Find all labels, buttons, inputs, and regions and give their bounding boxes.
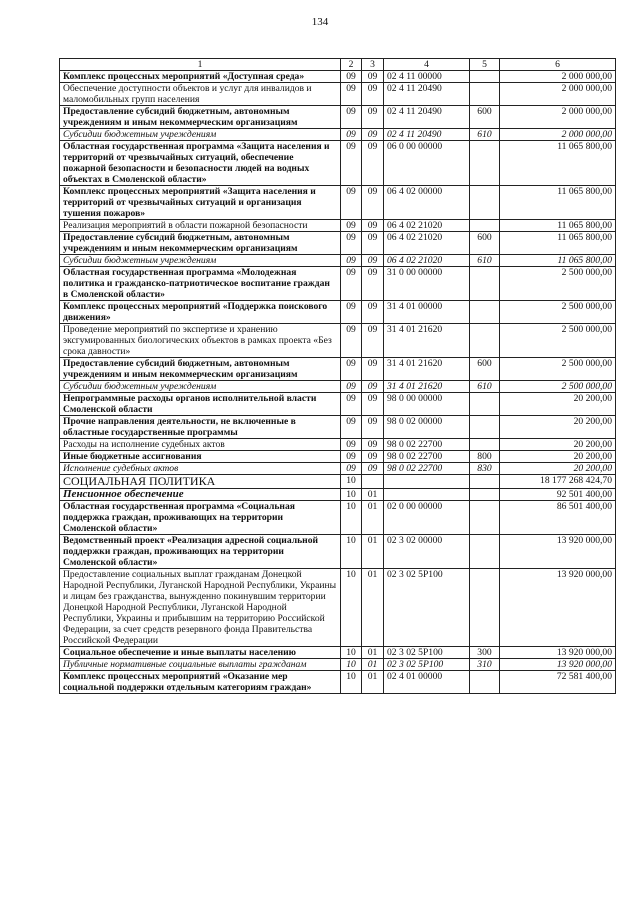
header-col-3: 3 xyxy=(362,59,384,71)
row-subsection-code: 01 xyxy=(362,647,384,659)
row-target-article: 02 3 02 00000 xyxy=(384,535,470,569)
row-name: Областная государственная программа «Социальная поддержка граждан, проживающих на территории Смоленской области» xyxy=(60,501,341,535)
row-subsection-code: 01 xyxy=(362,659,384,671)
row-expense-type xyxy=(470,489,500,501)
row-target-article: 02 0 00 00000 xyxy=(384,501,470,535)
row-amount: 20 200,00 xyxy=(500,439,616,451)
row-amount: 2 500 000,00 xyxy=(500,301,616,324)
row-subsection-code: 09 xyxy=(362,324,384,358)
row-amount: 2 000 000,00 xyxy=(500,83,616,106)
row-expense-type xyxy=(470,535,500,569)
row-amount: 92 501 400,00 xyxy=(500,489,616,501)
row-subsection-code: 01 xyxy=(362,501,384,535)
row-name: Областная государственная программа «Молодежная политика и гражданско-патриотическое воспитание граждан в Смоленской области» xyxy=(60,267,341,301)
row-name: Реализация мероприятий в области пожарной безопасности xyxy=(60,220,341,232)
row-name: Предоставление субсидий бюджетным, автономным учреждениям и иным некоммерческим организациям xyxy=(60,232,341,255)
row-amount: 2 500 000,00 xyxy=(500,358,616,381)
table-row xyxy=(60,220,616,232)
row-section-code: 10 xyxy=(341,475,362,489)
row-amount: 18 177 268 424,70 xyxy=(500,475,616,489)
row-subsection-code: 09 xyxy=(362,106,384,129)
row-target-article: 31 4 01 21620 xyxy=(384,358,470,381)
row-amount: 2 000 000,00 xyxy=(500,106,616,129)
row-subsection-code: 09 xyxy=(362,393,384,416)
row-section-code: 10 xyxy=(341,647,362,659)
row-expense-type: 610 xyxy=(470,381,500,393)
row-expense-type xyxy=(470,267,500,301)
row-subsection-code: 01 xyxy=(362,671,384,694)
table-row xyxy=(60,647,616,659)
row-name: Иные бюджетные ассигнования xyxy=(60,451,341,463)
row-target-article: 31 0 00 00000 xyxy=(384,267,470,301)
row-target-article: 98 0 02 22700 xyxy=(384,439,470,451)
row-expense-type: 600 xyxy=(470,232,500,255)
table-row xyxy=(60,475,616,489)
row-amount: 86 501 400,00 xyxy=(500,501,616,535)
table-row xyxy=(60,489,616,501)
row-subsection-code: 09 xyxy=(362,71,384,83)
row-target-article: 02 4 11 20490 xyxy=(384,106,470,129)
row-target-article: 06 4 02 00000 xyxy=(384,186,470,220)
row-section-code: 10 xyxy=(341,659,362,671)
table-row xyxy=(60,141,616,186)
row-section-code: 09 xyxy=(341,83,362,106)
row-amount: 20 200,00 xyxy=(500,463,616,475)
table-row xyxy=(60,83,616,106)
table-row xyxy=(60,232,616,255)
page-number: 134 xyxy=(311,16,329,28)
row-expense-type: 800 xyxy=(470,451,500,463)
row-expense-type xyxy=(470,416,500,439)
row-subsection-code: 09 xyxy=(362,439,384,451)
row-amount: 72 581 400,00 xyxy=(500,671,616,694)
row-target-article: 06 0 00 00000 xyxy=(384,141,470,186)
table-row xyxy=(60,671,616,694)
row-target-article: 02 3 02 5P100 xyxy=(384,659,470,671)
row-target-article: 02 4 01 00000 xyxy=(384,671,470,694)
row-name: Предоставление субсидий бюджетным, автономным учреждениям и иным некоммерческим организациям xyxy=(60,106,341,129)
row-subsection-code: 09 xyxy=(362,416,384,439)
row-section-code: 09 xyxy=(341,381,362,393)
row-section-code: 09 xyxy=(341,255,362,267)
row-name: Предоставление социальных выплат гражданам Донецкой Народной Республики, Луганской Народной Республики, Украины и лицам без гражданства, вынужденно покинувшим территории Донецкой Народной Республики, Луганской Народной Республики, Украины и прибывшим на территорию Российской Федерации, за счет средств резервного фонда Правительства Российской Федерации xyxy=(60,569,341,647)
row-target-article: 98 0 02 22700 xyxy=(384,463,470,475)
row-name: Публичные нормативные социальные выплаты гражданам xyxy=(60,659,341,671)
row-expense-type xyxy=(470,301,500,324)
table-row xyxy=(60,255,616,267)
row-name: Субсидии бюджетным учреждениям xyxy=(60,255,341,267)
row-name: Комплекс процессных мероприятий «Доступная среда» xyxy=(60,71,341,83)
row-subsection-code: 09 xyxy=(362,255,384,267)
row-name: Обеспечение доступности объектов и услуг для инвалидов и маломобильных групп населения xyxy=(60,83,341,106)
row-subsection-code: 09 xyxy=(362,141,384,186)
row-subsection-code: 09 xyxy=(362,451,384,463)
row-section-code: 09 xyxy=(341,71,362,83)
row-amount: 2 000 000,00 xyxy=(500,129,616,141)
row-target-article: 06 4 02 21020 xyxy=(384,232,470,255)
row-expense-type: 610 xyxy=(470,129,500,141)
row-name: Прочие направления деятельности, не включенные в областные государственные программы xyxy=(60,416,341,439)
table-row xyxy=(60,463,616,475)
row-subsection-code: 09 xyxy=(362,381,384,393)
row-section-code: 09 xyxy=(341,186,362,220)
row-expense-type xyxy=(470,83,500,106)
row-section-code: 09 xyxy=(341,301,362,324)
row-subsection-code: 09 xyxy=(362,186,384,220)
header-col-5: 5 xyxy=(470,59,500,71)
table-row xyxy=(60,71,616,83)
row-section-code: 09 xyxy=(341,141,362,186)
row-target-article: 02 4 11 20490 xyxy=(384,129,470,141)
row-subsection-code: 09 xyxy=(362,358,384,381)
row-expense-type: 600 xyxy=(470,106,500,129)
row-target-article: 98 0 00 00000 xyxy=(384,393,470,416)
row-expense-type: 830 xyxy=(470,463,500,475)
table-row xyxy=(60,439,616,451)
row-expense-type xyxy=(470,475,500,489)
table-row xyxy=(60,535,616,569)
row-section-code: 09 xyxy=(341,451,362,463)
table-row xyxy=(60,301,616,324)
row-amount: 11 065 800,00 xyxy=(500,220,616,232)
row-name: Расходы на исполнение судебных актов xyxy=(60,439,341,451)
row-expense-type xyxy=(470,141,500,186)
row-section-code: 09 xyxy=(341,267,362,301)
row-section-code: 09 xyxy=(341,463,362,475)
row-target-article: 98 0 02 22700 xyxy=(384,451,470,463)
row-section-code: 09 xyxy=(341,106,362,129)
row-expense-type xyxy=(470,324,500,358)
row-name: Областная государственная программа «Защита населения и территорий от чрезвычайных ситуаций, обеспечение пожарной безопасности и безопасности людей на водных объектах в Смоленской области» xyxy=(60,141,341,186)
row-name: Субсидии бюджетным учреждениям xyxy=(60,381,341,393)
table-row xyxy=(60,324,616,358)
header-col-2: 2 xyxy=(341,59,362,71)
row-subsection-code xyxy=(362,475,384,489)
row-section-code: 09 xyxy=(341,324,362,358)
row-expense-type xyxy=(470,569,500,647)
row-amount: 11 065 800,00 xyxy=(500,255,616,267)
row-amount: 20 200,00 xyxy=(500,393,616,416)
header-col-4: 4 xyxy=(384,59,470,71)
row-name: Комплекс процессных мероприятий «Поддержка поискового движения» xyxy=(60,301,341,324)
row-subsection-code: 09 xyxy=(362,267,384,301)
row-target-article: 06 4 02 21020 xyxy=(384,220,470,232)
row-amount: 2 500 000,00 xyxy=(500,324,616,358)
row-section-code: 09 xyxy=(341,129,362,141)
row-section-code: 10 xyxy=(341,569,362,647)
row-name: Комплекс процессных мероприятий «Оказание мер социальной поддержки отдельным категориям граждан» xyxy=(60,671,341,694)
row-expense-type: 600 xyxy=(470,358,500,381)
row-section-code: 09 xyxy=(341,232,362,255)
row-target-article: 02 3 02 5P100 xyxy=(384,569,470,647)
row-subsection-code: 09 xyxy=(362,129,384,141)
row-name: СОЦИАЛЬНАЯ ПОЛИТИКА xyxy=(60,475,341,489)
table-row xyxy=(60,129,616,141)
table-row xyxy=(60,451,616,463)
row-name: Комплекс процессных мероприятий «Защита населения и территорий от чрезвычайных ситуаций и организация тушения пожаров» xyxy=(60,186,341,220)
row-target-article xyxy=(384,475,470,489)
table-header-row xyxy=(60,59,616,71)
row-name: Социальное обеспечение и иные выплаты населению xyxy=(60,647,341,659)
table-row xyxy=(60,501,616,535)
row-expense-type xyxy=(470,393,500,416)
budget-table xyxy=(59,58,616,694)
row-target-article: 31 4 01 00000 xyxy=(384,301,470,324)
row-expense-type: 310 xyxy=(470,659,500,671)
header-col-6: 6 xyxy=(500,59,616,71)
row-amount: 20 200,00 xyxy=(500,451,616,463)
row-name: Исполнение судебных актов xyxy=(60,463,341,475)
table-row xyxy=(60,267,616,301)
row-subsection-code: 09 xyxy=(362,232,384,255)
row-name: Непрограммные расходы органов исполнительной власти Смоленской области xyxy=(60,393,341,416)
row-subsection-code: 01 xyxy=(362,569,384,647)
row-target-article: 98 0 02 00000 xyxy=(384,416,470,439)
row-subsection-code: 09 xyxy=(362,220,384,232)
row-name: Ведомственный проект «Реализация адресной социальной поддержки граждан, проживающих на территории Смоленской области» xyxy=(60,535,341,569)
row-section-code: 09 xyxy=(341,220,362,232)
row-subsection-code: 09 xyxy=(362,301,384,324)
row-subsection-code: 01 xyxy=(362,489,384,501)
row-target-article xyxy=(384,489,470,501)
table-row xyxy=(60,416,616,439)
row-expense-type xyxy=(470,501,500,535)
row-subsection-code: 01 xyxy=(362,535,384,569)
table-row xyxy=(60,186,616,220)
row-target-article: 31 4 01 21620 xyxy=(384,381,470,393)
table-row xyxy=(60,381,616,393)
row-expense-type xyxy=(470,439,500,451)
row-amount: 13 920 000,00 xyxy=(500,535,616,569)
row-section-code: 09 xyxy=(341,439,362,451)
row-subsection-code: 09 xyxy=(362,463,384,475)
row-amount: 2 500 000,00 xyxy=(500,381,616,393)
row-target-article: 31 4 01 21620 xyxy=(384,324,470,358)
row-subsection-code: 09 xyxy=(362,83,384,106)
row-amount: 11 065 800,00 xyxy=(500,232,616,255)
row-expense-type xyxy=(470,186,500,220)
row-section-code: 10 xyxy=(341,535,362,569)
row-amount: 2 500 000,00 xyxy=(500,267,616,301)
row-expense-type: 610 xyxy=(470,255,500,267)
row-target-article: 06 4 02 21020 xyxy=(384,255,470,267)
row-target-article: 02 3 02 5P100 xyxy=(384,647,470,659)
row-amount: 20 200,00 xyxy=(500,416,616,439)
row-expense-type: 300 xyxy=(470,647,500,659)
row-amount: 2 000 000,00 xyxy=(500,71,616,83)
row-amount: 13 920 000,00 xyxy=(500,569,616,647)
row-name: Субсидии бюджетным учреждениям xyxy=(60,129,341,141)
table-row xyxy=(60,569,616,647)
table-row xyxy=(60,358,616,381)
row-name: Предоставление субсидий бюджетным, автономным учреждениям и иным некоммерческим организациям xyxy=(60,358,341,381)
row-target-article: 02 4 11 00000 xyxy=(384,71,470,83)
row-name: Проведение мероприятий по экспертизе и хранению эксгумированных биологических объектов в рамках проекта «Без срока давности» xyxy=(60,324,341,358)
row-section-code: 09 xyxy=(341,393,362,416)
row-section-code: 10 xyxy=(341,671,362,694)
row-amount: 11 065 800,00 xyxy=(500,186,616,220)
row-amount: 11 065 800,00 xyxy=(500,141,616,186)
header-col-1: 1 xyxy=(60,59,341,71)
row-expense-type xyxy=(470,671,500,694)
row-section-code: 10 xyxy=(341,489,362,501)
row-expense-type xyxy=(470,71,500,83)
table-row xyxy=(60,659,616,671)
row-amount: 13 920 000,00 xyxy=(500,659,616,671)
row-amount: 13 920 000,00 xyxy=(500,647,616,659)
row-target-article: 02 4 11 20490 xyxy=(384,83,470,106)
row-expense-type xyxy=(470,220,500,232)
table-row xyxy=(60,106,616,129)
row-name: Пенсионное обеспечение xyxy=(60,489,341,501)
row-section-code: 09 xyxy=(341,358,362,381)
row-section-code: 09 xyxy=(341,416,362,439)
row-section-code: 10 xyxy=(341,501,362,535)
table-row xyxy=(60,393,616,416)
